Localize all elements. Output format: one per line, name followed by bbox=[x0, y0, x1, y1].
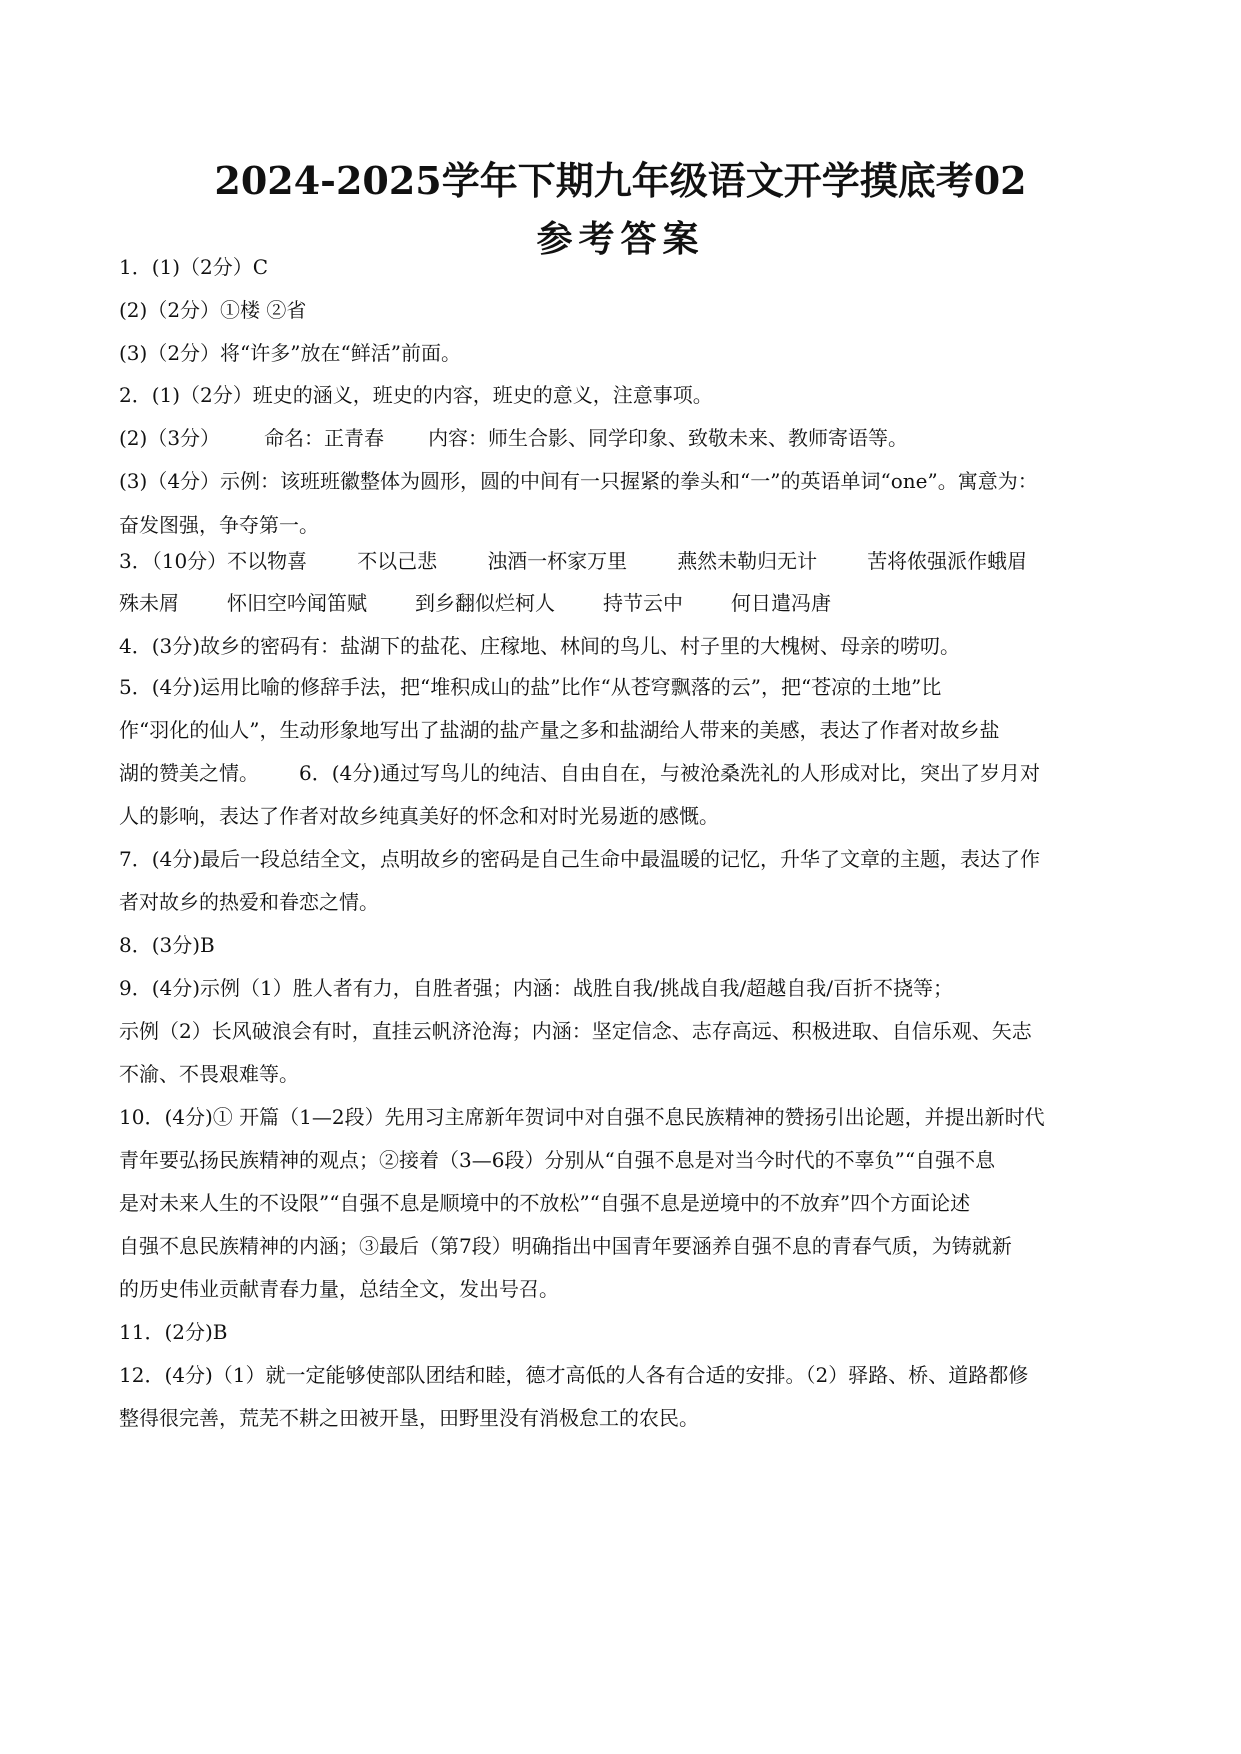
answer-line: 的历史伟业贡献青春力量，总结全文，发出号召。 bbox=[119, 1277, 559, 1301]
document-title: 2024-2025学年下期九年级语文开学摸底考02 bbox=[214, 158, 1027, 203]
answer-segment: 苦将侬强派作蛾眉 bbox=[867, 549, 1028, 573]
answer-segment: 内容：师生合影、同学印象、致敬未来、教师寄语等。 bbox=[428, 426, 909, 450]
answer-line: 自强不息民族精神的内涵；③最后（第7段）明确指出中国青年要涵养自强不息的青春气质，为铸就新 bbox=[119, 1234, 1012, 1258]
answer-segment: 殊未屑 bbox=[119, 591, 179, 615]
answer-line: 11．(2分)B bbox=[119, 1320, 228, 1344]
answer-line: 9．(4分)示例（1）胜人者有力，自胜者强；内涵：战胜自我/挑战自我/超越自我/百折不挠等； bbox=[119, 976, 953, 1000]
answer-segment: 3．（10分）不以物喜 bbox=[119, 549, 308, 573]
answer-segment: 到乡翻似烂柯人 bbox=[415, 591, 555, 615]
answer-segment: 6．(4分)通过写鸟儿的纯洁、自由自在，与被沧桑洗礼的人形成对比，突出了岁月对 bbox=[299, 761, 1041, 785]
answer-line: (3)（2分）将“许多”放在“鲜活”前面。 bbox=[119, 341, 461, 365]
answer-line: 2．(1)（2分）班史的涵义，班史的内容，班史的意义，注意事项。 bbox=[119, 383, 713, 407]
answer-line: 12．(4分)（1）就一定能够使部队团结和睦，德才高低的人各有合适的安排。（2）驿路、桥、道路都修 bbox=[119, 1363, 1029, 1387]
answer-line: 青年要弘扬民族精神的观点；②接着（3—6段）分别从“自强不息是对当今时代的不辜负”“自强不息 bbox=[119, 1148, 996, 1172]
answer-line: (2)（2分）①楼 ②省 bbox=[119, 298, 307, 322]
answer-line bbox=[119, 759, 1040, 787]
document-subtitle: 参考答案 bbox=[536, 218, 705, 260]
answer-segment: (2)（3分） bbox=[119, 426, 221, 450]
answer-segment: 不以己悲 bbox=[357, 549, 438, 573]
answer-line: 5．(4分)运用比喻的修辞手法，把“堆积成山的盐”比作“从苍穹飘落的云”，把“苍凉的土地”比 bbox=[119, 675, 942, 699]
answer-line: 4．(3分)故乡的密码有：盐湖下的盐花、庄稼地、林间的鸟儿、村子里的大槐树、母亲的唠叨。 bbox=[119, 634, 961, 658]
answer-segment: 燕然未勒归无计 bbox=[677, 549, 818, 573]
answer-line: 作“羽化的仙人”，生动形象地写出了盐湖的盐产量之多和盐湖给人带来的美感，表达了作者对故乡盐 bbox=[119, 718, 1000, 742]
answer-segment: 命名：正青春 bbox=[264, 426, 385, 450]
answer-segment: 湖的赞美之情。 bbox=[119, 761, 259, 785]
answer-line: 是对未来人生的不设限”“自强不息是顺境中的不放松”“自强不息是逆境中的不放弃”四个方面论述 bbox=[119, 1191, 971, 1215]
answer-line: 示例（2）长风破浪会有时，直挂云帆济沧海；内涵：坚定信念、志存高远、积极进取、自信乐观、矢志 bbox=[119, 1019, 1032, 1043]
answer-line bbox=[119, 547, 1027, 575]
answer-line bbox=[119, 424, 908, 452]
answer-line bbox=[119, 589, 831, 617]
answer-segment: 何日遣冯唐 bbox=[731, 591, 831, 615]
answer-line: 不渝、不畏艰难等。 bbox=[119, 1062, 299, 1086]
answer-line: 7．(4分)最后一段总结全文，点明故乡的密码是自己生命中最温暖的记忆，升华了文章的主题，表达了作 bbox=[119, 847, 1041, 871]
answer-line: 10．(4分)① 开篇（1—2段）先用习主席新年贺词中对自强不息民族精神的赞扬引出论题，并提出新时代 bbox=[119, 1105, 1045, 1129]
answer-line: 者对故乡的热爱和眷恋之情。 bbox=[119, 890, 379, 914]
answer-segment: 持节云中 bbox=[603, 591, 683, 615]
answer-line: 1．(1)（2分）C bbox=[119, 255, 269, 279]
answer-segment: 怀旧空吟闻笛赋 bbox=[227, 591, 367, 615]
answer-line: 8．(3分)B bbox=[119, 933, 215, 957]
answer-line: 人的影响，表达了作者对故乡纯真美好的怀念和对时光易逝的感慨。 bbox=[119, 804, 719, 828]
answer-line: 整得很完善，荒芜不耕之田被开垦，田野里没有消极怠工的农民。 bbox=[119, 1406, 699, 1430]
answer-segment: 浊酒一杯家万里 bbox=[487, 549, 628, 573]
answer-line: (3)（4分）示例：该班班徽整体为圆形，圆的中间有一只握紧的拳头和“一”的英语单词“one”。寓意为： bbox=[119, 469, 1038, 493]
answer-line: 奋发图强，争夺第一。 bbox=[119, 513, 319, 537]
